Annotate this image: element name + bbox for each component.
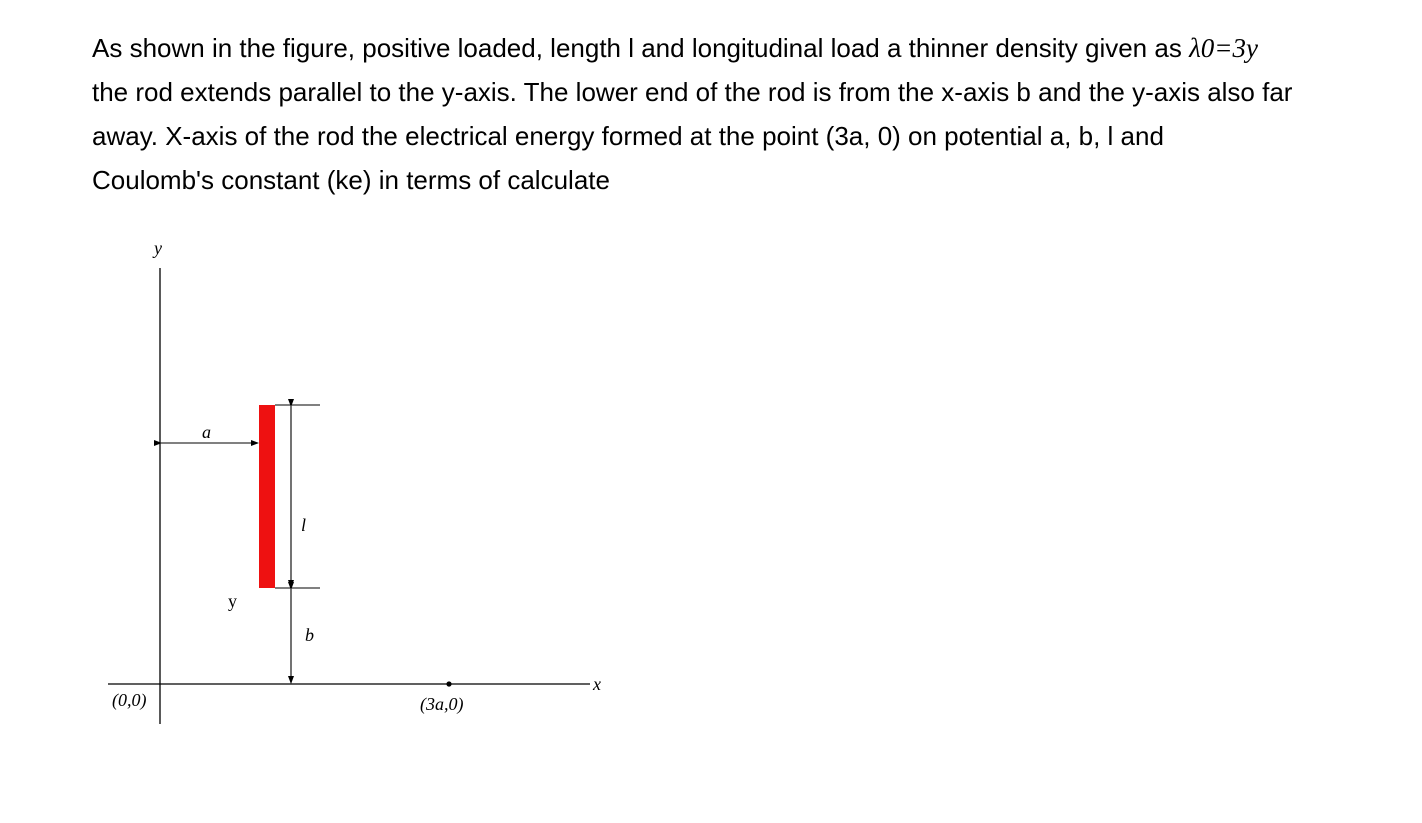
field-point-label: (3a,0): [420, 694, 464, 714]
rod-y-label: y: [228, 591, 237, 611]
x-axis-label: x: [593, 674, 601, 694]
origin-label: (0,0): [112, 690, 147, 710]
problem-line-1-text: As shown in the figure, positive loaded, length l and longitudinal load a thinner density given as: [92, 33, 1190, 63]
charged-rod: [259, 405, 275, 588]
problem-line-4: Coulomb's constant (ke) in terms of calculate: [92, 165, 610, 195]
y-axis-label: y: [154, 238, 162, 258]
charge-density-formula: λ0=3y: [1189, 33, 1258, 63]
length-l-label: l: [301, 515, 307, 535]
problem-line-2: the rod extends parallel to the y-axis. The lower end of the rod is from the x-axis b and the y-axis also far: [92, 77, 1293, 107]
distance-b-label: b: [305, 625, 314, 645]
problem-line-3: away. X-axis of the rod the electrical energy formed at the point (3a, 0) on potential a, b, l and: [92, 121, 1164, 151]
distance-a-label: a: [202, 422, 211, 442]
field-point: [446, 681, 451, 686]
